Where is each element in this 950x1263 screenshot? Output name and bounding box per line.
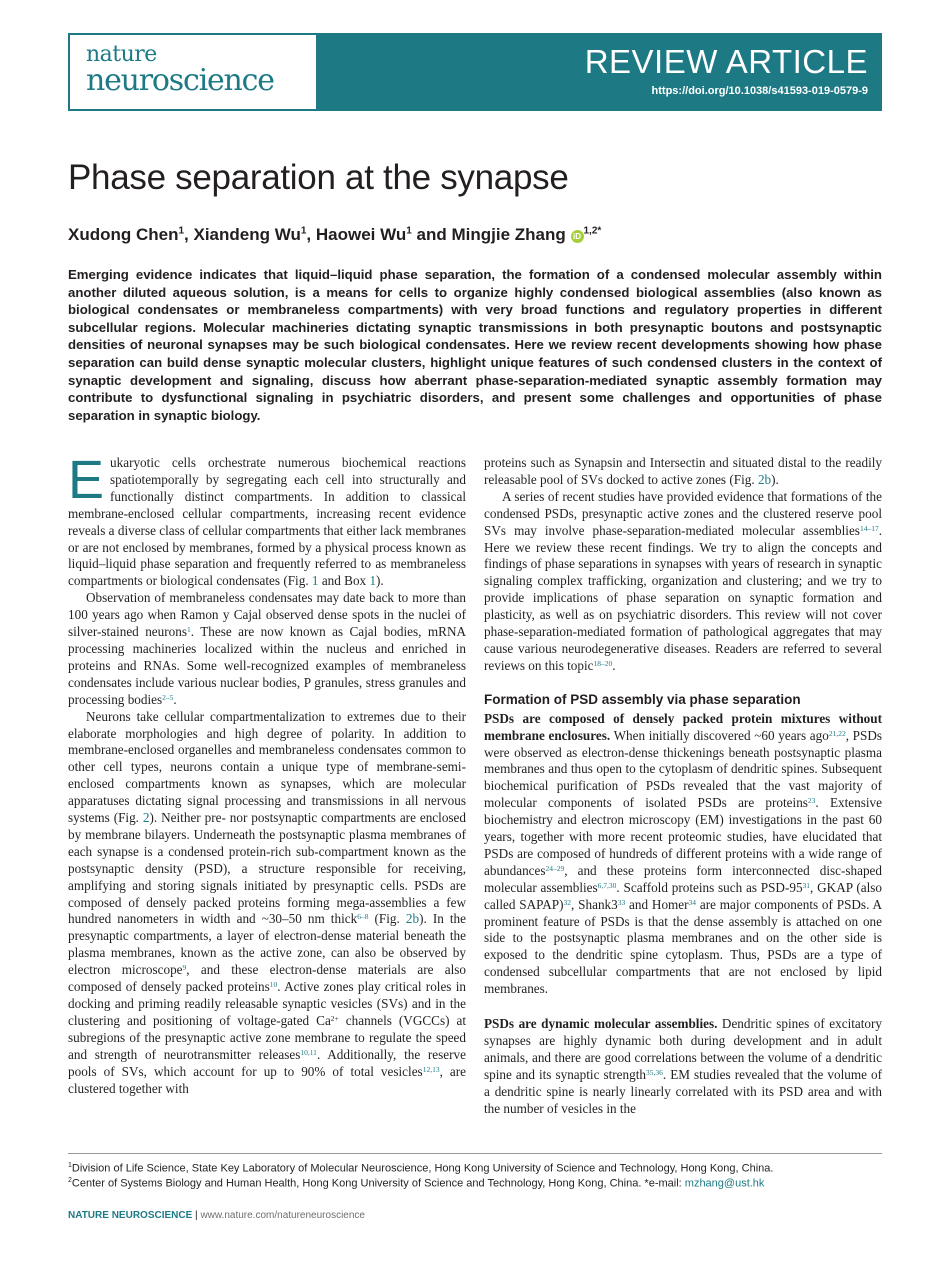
box-link[interactable]: 1 <box>369 573 377 589</box>
citation[interactable]: 6–8 <box>357 912 369 922</box>
figure-link[interactable]: 2b <box>405 911 420 927</box>
citation[interactable]: 31 <box>802 880 811 890</box>
affiliation-ref: 1 <box>406 225 412 237</box>
author-name[interactable]: Mingjie Zhang <box>451 225 566 244</box>
body-column-right <box>484 455 882 1118</box>
affiliation-ref: 1 <box>300 225 307 237</box>
citation[interactable]: 35,36 <box>645 1067 663 1077</box>
paragraph: Neurons take cellular compartmentalization to extremes due to their elaborate morphologies and high degree of polarity. In addition to membrane-enclosed organelles and membraneless condensates common to other cell types, neurons contain a unique type of membrane-semi-enclosed compartments known as synapses, which are molecular apparatuses dictating signal processing and transmissions in all nervous systems (Fig. 2). Neither pre- nor postsynaptic compartments are enclosed by membrane bilayers. Underneath the postsynaptic plasma membranes of each synapse is a condensed protein-rich sub-compartment known as the postsynaptic density (PSD), a structure responsible for receiving, amplifying and storing signals initiated by presynaptic cells. PSDs are composed of densely packed proteins forming mega-assemblies a few hundred nanometers in width and ~30–50 nm thick$^{6-8}$ (Fig. 2b). In the presynaptic compartments, a layer of electron-dense material beneath the plasma membranes, known as the active zone, can also be observed by electron microscope$^9$, and these electron-dense materials are also composed of densely packed proteins$^{10}$. Active zones play critical roles in docking and priming readily releasable synaptic vesicles (SVs) and in the clustering and positioning of voltage-gated $Ca^{2+}$ channels (VGCCs) at subregions of the presynaptic active zone membrane to regulate the speed and strength of neurotransmitter releases$^{10,11}$. Additionally, the reserve pools of SVs, which account for up to 90% of total vesicles$^{12,13}$, are clustered together with <box>68 708 466 1096</box>
paragraph: proteins such as Synapsin and Intersectin and situated distal to the readily releasable pool of SVs docked to active zones (Fig. 2b). <box>484 455 882 487</box>
section-heading: Formation of PSD assembly via phase separation <box>484 691 801 707</box>
doi-link[interactable]: https://doi.org/10.1038/s41593-019-0579-9 <box>651 85 868 97</box>
citation[interactable]: 18–20 <box>593 658 613 668</box>
citation[interactable]: 10,11 <box>300 1047 317 1057</box>
journal-header <box>68 33 882 111</box>
orcid-icon[interactable]: iD <box>571 230 584 243</box>
body-column-left <box>68 450 466 1097</box>
paragraph: PSDs are composed of densely packed protein mixtures without membrane enclosures. When initially discovered ~60 years ago$^{21,22}$, PSDs were observed as electron-dense thickenings beneath postsynaptic plasma membranes and thus open to the cytoplasm of dendritic spines. Subsequent biochemical purification of PSDs revealed that the vast majority of molecular components of isolated PSDs are proteins$^{23}$. Extensive biochemistry and electron microscopy (EM) investigations in the past 60 years, together with more recent proteomic studies, have elucidated that PSDs are composed of hundreds of different proteins with a wide range of abundances$^{24-29}$, and these proteins form interconnected disc-shaped molecular assemblies$^{6,7,30}$. Scaffold proteins such as PSD-$95^{31}$, GKAP (also called SAPAP)$^{32}$, $Shank3^{33}$ and Homer$^{34}$ are major components of PSDs. A prominent feature of PSDs is that the dense assembly is attached on one side to the postsynaptic plasma membranes and on the other side is exposed to the dendritic spine cytoplasm. Thus, PSDs are a type of condensed subcellular compartments that are not enclosed by lipid membranes. <box>484 710 882 997</box>
figure-link[interactable]: 2 <box>142 810 150 826</box>
affiliation-ref: 1,2* <box>583 225 602 237</box>
citation[interactable]: 10 <box>269 980 278 990</box>
separator: and <box>411 225 452 244</box>
logo-line-2: neuroscience <box>86 63 274 98</box>
figure-link[interactable]: 2b <box>757 471 772 487</box>
author-name[interactable]: Haowei Wu <box>315 225 407 244</box>
footer-journal: NATURE NEUROSCIENCE <box>68 1210 193 1221</box>
paragraph: PSDs are dynamic molecular assemblies. Dendritic spines of excitatory synapses are highly dynamic both during development and in adult animals, and there are good correlations between the volume of a dendritic spine and its synaptic strength$^{35,36}$. EM studies revealed that the volume of a dendritic spine is nearly linearly correlated with its PSD area and with the number of vesicles in the <box>484 1016 883 1116</box>
email-link[interactable]: mzhang@ust.hk <box>684 1177 765 1190</box>
citation[interactable]: 34 <box>688 897 697 907</box>
citation[interactable]: 9 <box>182 963 187 973</box>
logo-line-1: nature <box>86 42 157 67</box>
affiliation-ref: 1 <box>178 225 185 237</box>
drop-cap: E <box>68 450 105 510</box>
footnote-divider <box>68 1153 882 1154</box>
citation[interactable]: 6,7,30 <box>597 880 617 890</box>
paragraph-heading: PSDs are dynamic molecular assemblies. <box>484 1016 718 1032</box>
affiliation-number: 1 <box>68 1162 72 1169</box>
affiliation-1: $^1$Division of Life Science, State Key Laboratory of Molecular Neuroscience, Hong Kong University of Science and Technology, Hong Kong, China. <box>68 1162 774 1175</box>
paragraph: A series of recent studies have provided evidence that formations of the condensed PSDs, presynaptic active zones and the clustered reserve pool SVs may involve phase-separation-mediated molecular assemblies$^{14-17}$. Here we review these recent findings. We try to align the concepts and findings of phase separations in synapses with years of research in synaptic signaling complex trafficking, organization and clustering; and we try to provide implications of phase separation on synaptic formation and plasticity, as well as on psychiatric disorders. This review will not cover phase-separation-mediated formation of pathological aggregates that may cause various neurodegenerative diseases. Readers are referred to several reviews on this topic$^{18-20}$. <box>484 488 882 673</box>
superscript: 2+ <box>330 1013 339 1023</box>
citation[interactable]: 14–17 <box>859 523 879 533</box>
paragraph: Eukaryotic cells orchestrate numerous biochemical reactions spatiotemporally by segregating each cell into structurally and functionally distinct compartments. In addition to classical membrane-enclosed cellular compartments, increasing recent evidence reveals a diverse class of cellular compartments that either lack membranes or are not enclosed by membranes, formed by a physical process known as liquid–liquid phase separation and frequently referred to as membraneless compartments or biological condensates (Fig. 1 and Box 1). <box>68 450 466 589</box>
separator: , <box>306 225 316 244</box>
citation[interactable]: 1 <box>186 625 191 635</box>
author-name[interactable]: Xudong Chen <box>68 225 179 244</box>
article-type: REVIEW ARTICLE <box>584 43 868 80</box>
citation[interactable]: 21,22 <box>828 728 846 738</box>
affiliation-number: 2 <box>68 1177 72 1184</box>
citation[interactable]: 32 <box>563 897 572 907</box>
journal-logo[interactable] <box>68 33 318 111</box>
author-name[interactable]: Xiandeng Wu <box>193 225 301 244</box>
affiliation-2: $^2$Center of Systems Biology and Human Health, Hong Kong University of Science and Technology, Hong Kong, China. *e-mail: mzhang@ust.hk <box>68 1177 765 1190</box>
author-list <box>68 225 601 245</box>
paragraph-heading: PSDs are composed of densely packed protein mixtures without membrane enclosures. <box>484 710 882 743</box>
citation[interactable]: 33 <box>617 897 626 907</box>
separator: | <box>192 1210 201 1221</box>
page-footer <box>68 1210 365 1221</box>
footer-url[interactable]: www.nature.com/natureneuroscience <box>200 1210 365 1221</box>
citation[interactable]: 23 <box>807 796 816 806</box>
abstract: Emerging evidence indicates that liquid–liquid phase separation, the formation of a condensed molecular assembly within another diluted aqueous solution, is a means for cells to organize highly condensed biological assemblies (also known as biological condensates or membraneless compartments) with very broad functions and regulatory properties in different subcellular regions. Molecular machineries dictating synaptic transmissions in both presynaptic boutons and postsynaptic densities of neuronal synapses may be such biological condensates. Here we review recent developments showing how phase separation can build dense synaptic molecular clusters, highlight unique features of such condensed clusters in the context of synaptic development and signaling, discuss how aberrant phase-separation-mediated synaptic assembly formation may contribute to dysfunctional signaling in psychiatric disorders, and present some challenges and opportunities of phase separation in synaptic biology. <box>68 267 882 423</box>
citation[interactable]: 2–5 <box>162 692 174 702</box>
paragraph: Observation of membraneless condensates may date back to more than 100 years ago when Ramon y Cajal observed dense spots in the nuclei of silver-stained neurons$^1$. These are now known as Cajal bodies, mRNA processing machineries localized within the nucleus and enriched in proteins and RNAs. Some well-recognized examples of membraneless condensates include various nuclear bodies, P granules, stress granules and processing bodies$^{2-5}$. <box>68 590 466 707</box>
citation[interactable]: 12,13 <box>422 1064 440 1074</box>
article-title: Phase separation at the synapse <box>68 158 569 197</box>
separator: , <box>184 225 194 244</box>
citation[interactable]: 24–29 <box>545 863 565 873</box>
figure-link[interactable]: 1 <box>311 573 319 589</box>
article-type-band <box>316 33 882 111</box>
